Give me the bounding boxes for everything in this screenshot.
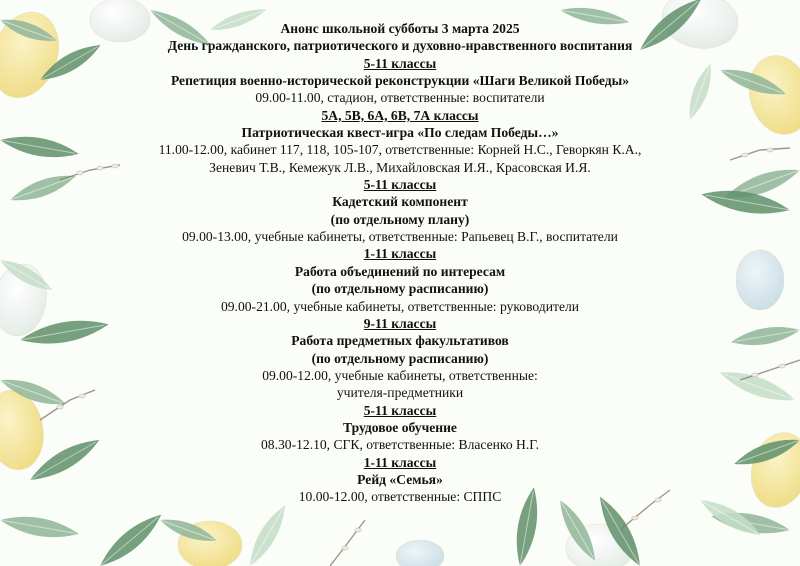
leaf-shape: [94, 508, 167, 566]
announcement-title: Анонс школьной субботы 3 марта 2025: [280, 21, 520, 36]
event-details: учителя-предметники: [336, 385, 464, 401]
willow-bud: [632, 516, 638, 520]
event-details: 09.00-13.00, учебные кабинеты, ответственные: Рапьевец В.Г., воспитатели: [182, 229, 618, 245]
event-title: Работа предметных факультативов: [291, 333, 509, 349]
willow-bud: [742, 153, 748, 157]
willow-bud: [77, 171, 83, 175]
willow-bud: [57, 405, 63, 409]
willow-bud: [767, 148, 773, 152]
willow-bud: [752, 373, 758, 377]
event-grades: 1-11 классы: [363, 454, 437, 470]
twig-branch: [740, 360, 800, 380]
event-title: Репетиция военно-исторической реконструкции «Шаги Великой Победы»: [170, 73, 630, 89]
event-title: (по отдельному расписанию): [311, 350, 489, 366]
event-details: 09.00-12.00, учебные кабинеты, ответственные:: [262, 367, 538, 383]
event-title: (по отдельному расписанию): [311, 281, 489, 297]
event-title: (по отдельному плану): [330, 211, 470, 227]
willow-bud: [79, 394, 85, 398]
easter-egg-shape: [396, 540, 444, 566]
event-grades: 5-11 классы: [363, 55, 437, 71]
event-details: 10.00-12.00, ответственные: СППС: [298, 489, 502, 505]
leaf-vein: [250, 508, 283, 566]
event-title: Рейд «Семья»: [357, 471, 443, 487]
event-title: Кадетский компонент: [332, 194, 468, 210]
leaf-vein: [100, 517, 158, 566]
event-title: Работа объединений по интересам: [294, 263, 506, 279]
event-details: Зеневич Т.В., Кемежук Л.В., Михайловская И.Я., Красовская И.Я.: [209, 159, 591, 175]
event-grades: 5А, 5В, 6А, 6В, 7А классы: [321, 107, 479, 123]
announcement-content: [100, 20, 700, 506]
event-details: 11.00-12.00, кабинет 117, 118, 105-107, ответственные: Корней Н.С., Геворкян К.А.,: [158, 142, 642, 158]
easter-egg-shape: [0, 3, 70, 108]
event-details: 09.00-21.00, учебные кабинеты, ответственные: руководители: [220, 298, 580, 314]
event-grades: 1-11 классы: [363, 246, 437, 262]
event-details: 09.00-11.00, стадион, ответственные: воспитатели: [255, 90, 545, 106]
twig-branch: [730, 148, 790, 160]
leaf-shape: [243, 501, 292, 566]
easter-egg-shape: [741, 49, 800, 142]
event-title: Трудовое обучение: [343, 419, 457, 435]
event-grades: 9-11 классы: [363, 315, 437, 331]
easter-egg-shape: [736, 250, 784, 310]
willow-bud: [342, 546, 348, 550]
easter-egg-shape: [743, 426, 800, 514]
event-title: Патриотическая квест-игра «По следам Победы…»: [241, 125, 559, 141]
announcement-subtitle: День гражданского, патриотического и духовно-нравственного воспитания: [167, 38, 633, 54]
event-grades: 5-11 классы: [363, 402, 437, 418]
willow-bud: [779, 364, 785, 368]
twig-branch: [330, 520, 365, 566]
willow-bud: [355, 528, 361, 532]
event-grades: 5-11 классы: [363, 177, 437, 193]
event-details: 08.30-12.10, СГК, ответственные: Власенко Н.Г.: [260, 437, 539, 453]
